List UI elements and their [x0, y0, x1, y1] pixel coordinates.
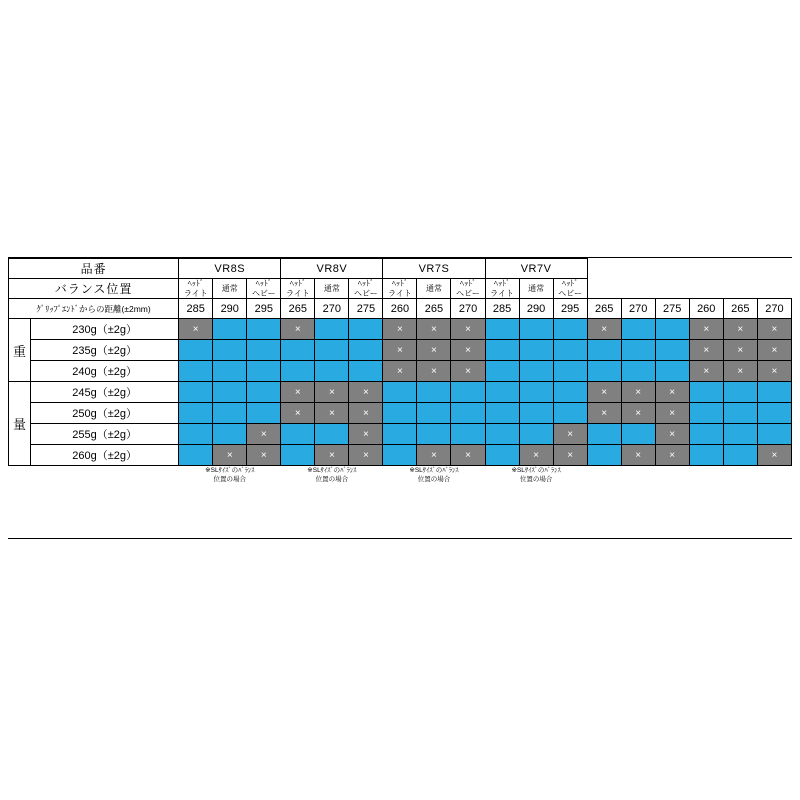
distance-value-15: 260 — [689, 299, 723, 319]
availability-cell-r6-c12 — [587, 445, 621, 466]
availability-cell-r2-c16: × — [723, 361, 757, 382]
availability-cell-r2-c9 — [485, 361, 519, 382]
weight-label-3: 245g（±2g） — [31, 382, 179, 403]
availability-cell-r5-c14: × — [655, 424, 689, 445]
availability-cell-r1-c5 — [349, 340, 383, 361]
availability-cell-r0-c10 — [519, 319, 553, 340]
weight-label-0: 230g（±2g） — [31, 319, 179, 340]
balance-label: バランス位置 — [9, 279, 179, 299]
availability-cell-r1-c7: × — [417, 340, 451, 361]
availability-cell-r2-c14 — [655, 361, 689, 382]
spec-table — [8, 258, 792, 484]
weight-label-5: 255g（±2g） — [31, 424, 179, 445]
availability-cell-r6-c16 — [723, 445, 757, 466]
availability-cell-r1-c1 — [213, 340, 247, 361]
distance-value-12: 265 — [587, 299, 621, 319]
availability-cell-r2-c4 — [315, 361, 349, 382]
availability-cell-r6-c6 — [383, 445, 417, 466]
availability-cell-r2-c7: × — [417, 361, 451, 382]
distance-value-14: 275 — [655, 299, 689, 319]
availability-cell-r3-c4: × — [315, 382, 349, 403]
distance-value-16: 265 — [723, 299, 757, 319]
availability-cell-r6-c13: × — [621, 445, 655, 466]
balance-position-0: ﾍｯﾄﾞ ライト — [179, 279, 213, 299]
availability-cell-r4-c0 — [179, 403, 213, 424]
availability-cell-r4-c2 — [247, 403, 281, 424]
availability-cell-r6-c3 — [281, 445, 315, 466]
availability-cell-r2-c11 — [553, 361, 587, 382]
distance-value-0: 285 — [179, 299, 213, 319]
availability-cell-r5-c1 — [213, 424, 247, 445]
availability-cell-r4-c11 — [553, 403, 587, 424]
availability-cell-r1-c4 — [315, 340, 349, 361]
availability-cell-r4-c16 — [723, 403, 757, 424]
availability-cell-r0-c16: × — [723, 319, 757, 340]
availability-cell-r1-c2 — [247, 340, 281, 361]
availability-cell-r3-c17 — [757, 382, 791, 403]
availability-cell-r3-c13: × — [621, 382, 655, 403]
distance-value-5: 275 — [349, 299, 383, 319]
weight-label-4: 250g（±2g） — [31, 403, 179, 424]
availability-cell-r6-c17: × — [757, 445, 791, 466]
spec-table-body — [9, 259, 792, 485]
note-3: ※SLｻｲｽﾞのﾊﾞﾗﾝｽ 位置の場合 — [485, 466, 587, 485]
distance-value-17: 270 — [757, 299, 791, 319]
balance-position-9: ﾍｯﾄﾞ ライト — [485, 279, 519, 299]
availability-cell-r0-c2 — [247, 319, 281, 340]
balance-position-6: ﾍｯﾄﾞ ライト — [383, 279, 417, 299]
availability-cell-r2-c12 — [587, 361, 621, 382]
balance-position-2: ﾍｯﾄﾞ ヘビー — [247, 279, 281, 299]
availability-cell-r6-c15 — [689, 445, 723, 466]
availability-cell-r5-c9 — [485, 424, 519, 445]
availability-cell-r5-c3 — [281, 424, 315, 445]
availability-cell-r3-c11 — [553, 382, 587, 403]
availability-cell-r6-c7: × — [417, 445, 451, 466]
weight-label-1: 235g（±2g） — [31, 340, 179, 361]
notes-spacer — [9, 466, 179, 485]
model-name-VR8S: VR8S — [179, 259, 281, 279]
availability-cell-r0-c7: × — [417, 319, 451, 340]
availability-cell-r5-c13 — [621, 424, 655, 445]
distance-value-2: 295 — [247, 299, 281, 319]
availability-cell-r3-c12: × — [587, 382, 621, 403]
availability-cell-r4-c6 — [383, 403, 417, 424]
availability-cell-r3-c6 — [383, 382, 417, 403]
availability-cell-r5-c6 — [383, 424, 417, 445]
distance-value-6: 260 — [383, 299, 417, 319]
header-row-balance — [9, 279, 792, 299]
availability-cell-r0-c5 — [349, 319, 383, 340]
note-2: ※SLｻｲｽﾞのﾊﾞﾗﾝｽ 位置の場合 — [383, 466, 485, 485]
availability-cell-r5-c7 — [417, 424, 451, 445]
notes-row — [9, 466, 792, 485]
weight-side-label-top: 重 — [9, 319, 31, 382]
weight-label-6: 260g（±2g） — [31, 445, 179, 466]
table-row — [9, 445, 792, 466]
availability-cell-r3-c9 — [485, 382, 519, 403]
availability-cell-r6-c0 — [179, 445, 213, 466]
availability-cell-r5-c2: × — [247, 424, 281, 445]
availability-cell-r1-c14 — [655, 340, 689, 361]
distance-value-7: 265 — [417, 299, 451, 319]
availability-cell-r6-c1: × — [213, 445, 247, 466]
availability-cell-r2-c17: × — [757, 361, 791, 382]
distance-value-11: 295 — [553, 299, 587, 319]
header-row-model — [9, 259, 792, 279]
availability-cell-r5-c17 — [757, 424, 791, 445]
availability-cell-r0-c14 — [655, 319, 689, 340]
balance-position-8: ﾍｯﾄﾞ ヘビー — [451, 279, 485, 299]
distance-value-13: 270 — [621, 299, 655, 319]
availability-cell-r4-c15 — [689, 403, 723, 424]
availability-cell-r5-c0 — [179, 424, 213, 445]
bottom-rule — [8, 538, 792, 539]
note-1: ※SLｻｲｽﾞのﾊﾞﾗﾝｽ 位置の場合 — [281, 466, 383, 485]
availability-cell-r6-c11: × — [553, 445, 587, 466]
weight-label-2: 240g（±2g） — [31, 361, 179, 382]
availability-cell-r4-c1 — [213, 403, 247, 424]
table-row — [9, 340, 792, 361]
availability-cell-r0-c4 — [315, 319, 349, 340]
availability-cell-r5-c4 — [315, 424, 349, 445]
availability-cell-r2-c8: × — [451, 361, 485, 382]
availability-cell-r3-c14: × — [655, 382, 689, 403]
availability-cell-r6-c14: × — [655, 445, 689, 466]
header-row-distance — [9, 299, 792, 319]
availability-cell-r3-c0 — [179, 382, 213, 403]
availability-cell-r6-c9 — [485, 445, 519, 466]
availability-cell-r0-c8: × — [451, 319, 485, 340]
distance-value-8: 270 — [451, 299, 485, 319]
table-row — [9, 361, 792, 382]
availability-cell-r1-c9 — [485, 340, 519, 361]
availability-cell-r3-c1 — [213, 382, 247, 403]
distance-value-4: 270 — [315, 299, 349, 319]
model-label: 品番 — [9, 259, 179, 279]
availability-cell-r2-c2 — [247, 361, 281, 382]
availability-cell-r4-c13: × — [621, 403, 655, 424]
availability-cell-r0-c13 — [621, 319, 655, 340]
balance-position-10: 通常 — [519, 279, 553, 299]
availability-cell-r3-c5: × — [349, 382, 383, 403]
model-name-VR7S: VR7S — [383, 259, 485, 279]
availability-cell-r2-c15: × — [689, 361, 723, 382]
availability-cell-r6-c5: × — [349, 445, 383, 466]
availability-cell-r5-c10 — [519, 424, 553, 445]
availability-cell-r2-c6: × — [383, 361, 417, 382]
distance-value-9: 285 — [485, 299, 519, 319]
availability-cell-r5-c12 — [587, 424, 621, 445]
availability-cell-r1-c10 — [519, 340, 553, 361]
availability-cell-r3-c3: × — [281, 382, 315, 403]
balance-position-5: ﾍｯﾄﾞ ヘビー — [349, 279, 383, 299]
availability-cell-r0-c1 — [213, 319, 247, 340]
table-row — [9, 382, 792, 403]
distance-value-1: 290 — [213, 299, 247, 319]
availability-cell-r1-c6: × — [383, 340, 417, 361]
availability-cell-r1-c11 — [553, 340, 587, 361]
table-row — [9, 403, 792, 424]
availability-cell-r3-c16 — [723, 382, 757, 403]
availability-cell-r0-c9 — [485, 319, 519, 340]
availability-cell-r1-c8: × — [451, 340, 485, 361]
availability-cell-r1-c17: × — [757, 340, 791, 361]
availability-cell-r4-c12: × — [587, 403, 621, 424]
availability-cell-r0-c17: × — [757, 319, 791, 340]
availability-cell-r2-c13 — [621, 361, 655, 382]
availability-cell-r5-c16 — [723, 424, 757, 445]
model-name-VR8V: VR8V — [281, 259, 383, 279]
availability-cell-r1-c3 — [281, 340, 315, 361]
availability-cell-r2-c3 — [281, 361, 315, 382]
availability-cell-r4-c17 — [757, 403, 791, 424]
availability-cell-r3-c15 — [689, 382, 723, 403]
availability-cell-r4-c3: × — [281, 403, 315, 424]
availability-cell-r6-c2: × — [247, 445, 281, 466]
note-0: ※SLｻｲｽﾞのﾊﾞﾗﾝｽ 位置の場合 — [179, 466, 281, 485]
distance-label: ｸﾞﾘｯﾌﾟｴﾝﾄﾞからの距離(±2mm) — [9, 299, 179, 319]
availability-cell-r5-c5: × — [349, 424, 383, 445]
availability-cell-r1-c15: × — [689, 340, 723, 361]
availability-cell-r3-c2 — [247, 382, 281, 403]
availability-cell-r1-c0 — [179, 340, 213, 361]
availability-cell-r1-c13 — [621, 340, 655, 361]
availability-cell-r2-c10 — [519, 361, 553, 382]
balance-position-11: ﾍｯﾄﾞ ヘビー — [553, 279, 587, 299]
model-name-VR7V: VR7V — [485, 259, 587, 279]
availability-cell-r2-c0 — [179, 361, 213, 382]
availability-cell-r4-c14: × — [655, 403, 689, 424]
availability-cell-r4-c7 — [417, 403, 451, 424]
balance-position-7: 通常 — [417, 279, 451, 299]
distance-value-3: 265 — [281, 299, 315, 319]
availability-cell-r5-c11: × — [553, 424, 587, 445]
availability-cell-r6-c8: × — [451, 445, 485, 466]
availability-cell-r4-c9 — [485, 403, 519, 424]
availability-cell-r4-c5: × — [349, 403, 383, 424]
availability-cell-r0-c0: × — [179, 319, 213, 340]
balance-position-1: 通常 — [213, 279, 247, 299]
availability-cell-r5-c8 — [451, 424, 485, 445]
availability-cell-r0-c12: × — [587, 319, 621, 340]
availability-cell-r0-c6: × — [383, 319, 417, 340]
availability-cell-r0-c11 — [553, 319, 587, 340]
availability-cell-r3-c8 — [451, 382, 485, 403]
availability-cell-r6-c10: × — [519, 445, 553, 466]
availability-cell-r6-c4: × — [315, 445, 349, 466]
balance-position-3: ﾍｯﾄﾞ ライト — [281, 279, 315, 299]
availability-cell-r2-c5 — [349, 361, 383, 382]
availability-cell-r4-c10 — [519, 403, 553, 424]
balance-position-4: 通常 — [315, 279, 349, 299]
table-row — [9, 424, 792, 445]
spec-table-wrap — [8, 258, 792, 484]
distance-value-10: 290 — [519, 299, 553, 319]
availability-cell-r1-c12 — [587, 340, 621, 361]
availability-cell-r1-c16: × — [723, 340, 757, 361]
availability-cell-r2-c1 — [213, 361, 247, 382]
availability-cell-r4-c4: × — [315, 403, 349, 424]
availability-cell-r3-c10 — [519, 382, 553, 403]
availability-cell-r3-c7 — [417, 382, 451, 403]
weight-side-label-bottom: 量 — [9, 382, 31, 466]
table-row — [9, 319, 792, 340]
availability-cell-r0-c15: × — [689, 319, 723, 340]
availability-cell-r0-c3: × — [281, 319, 315, 340]
availability-cell-r5-c15 — [689, 424, 723, 445]
availability-cell-r4-c8 — [451, 403, 485, 424]
